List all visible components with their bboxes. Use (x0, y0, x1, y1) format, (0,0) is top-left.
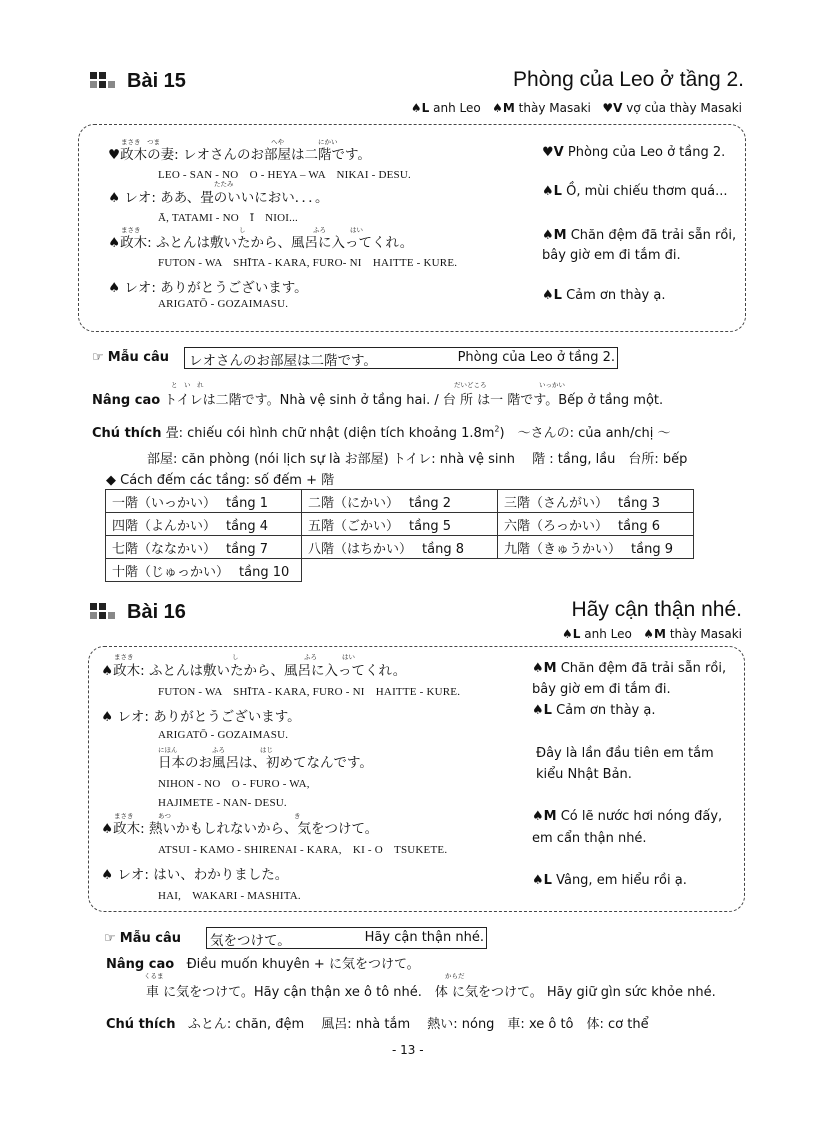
notes-line (106, 1013, 649, 1032)
ruby-reading: あつ (158, 812, 171, 820)
ruby-reading: からだ (445, 972, 465, 980)
lesson15-label: Bài 15 (127, 70, 186, 92)
notes-superscript: 2 (494, 424, 500, 434)
heading-square-icon (99, 72, 106, 79)
pattern-vi: Phòng của Leo ở tầng 2. (457, 350, 615, 365)
heading-square-icon (90, 612, 97, 619)
translation-text: Cảm ơn thày ạ. (566, 288, 666, 303)
floor-vi: tầng 3 (618, 495, 660, 511)
role-name: anh Leo (584, 627, 632, 641)
heading-square-icon (99, 603, 106, 610)
dialogue-line (158, 751, 373, 771)
floor-jp: 三階（さんがい） (504, 495, 609, 511)
advanced-line (106, 953, 420, 972)
role-symbol: ♥V (602, 101, 623, 115)
ruby-reading: まさき (121, 226, 141, 234)
role-symbol: ♠L (542, 184, 562, 199)
empty-cell (302, 559, 498, 582)
floor-vi: tầng 8 (422, 541, 464, 557)
pattern-label: Mẫu câu (119, 931, 182, 946)
notes-text: ふとん: chăn, đệm 風呂: nhà tắm 熱い: nóng 車: xe ô tô 体: cơ thể (187, 1017, 649, 1032)
dialogue-line (108, 186, 328, 206)
role-symbol: ♠L (542, 288, 562, 303)
table-cell (302, 490, 498, 513)
role-symbol: ♠M (542, 228, 567, 243)
translation-text: Cảm ơn thày ạ. (556, 703, 656, 718)
romaji-text: LEO - SAN - NO O - HEYA – WA NIKAI - DESU. (158, 169, 411, 181)
translation-line (532, 873, 687, 888)
dialogue-line (101, 659, 406, 679)
pattern-box (184, 347, 618, 369)
lesson15-pattern-label (92, 350, 169, 365)
translation-text: em cẩn thận nhé. (532, 831, 647, 846)
ruby-reading: はい (350, 226, 363, 234)
notes-line: ◆ Cách đếm các tầng: số đếm + 階 (106, 473, 335, 488)
ruby-reading: へや (271, 138, 284, 146)
floor-jp: 六階（ろっかい） (504, 518, 609, 534)
table-row (106, 559, 694, 582)
japanese-text: : ああ、畳のいいにおい．．．。 (151, 190, 329, 206)
translation-line (542, 288, 666, 303)
notes-line: 部屋: căn phòng (nói lịch sự là お部屋) トイレ: nhà vệ sinh 階 : tầng, lầu 台所: bếp (147, 452, 688, 467)
ruby-reading: ふろ (313, 226, 326, 234)
romaji-text: FUTON - WA SHĪTA - KARA, FURO - NI HAITTE - KURE. (158, 686, 461, 698)
notes-label: Chú thích (106, 1017, 176, 1032)
translation-line (532, 809, 722, 824)
pointing-hand-icon: ☞ (92, 350, 104, 365)
notes-text: ) ～さんの: của anh/chị ～ (499, 426, 671, 441)
table-cell (498, 490, 694, 513)
advanced-label: Nâng cao (106, 957, 175, 972)
pattern-jp: レオさんのお部屋は二階です。 (189, 353, 377, 369)
ruby-reading: だいどころ (454, 381, 487, 389)
dialogue-line (108, 143, 371, 163)
table-row (106, 513, 694, 536)
advanced-example: 車 に気をつけて。Hãy cận thận xe ô tô nhé. 体 に気をつけて。 Hãy giữ gìn sức khỏe nhé. (146, 985, 716, 1000)
speaker: ♠ レオ (108, 190, 152, 206)
romaji-text: ATSUI - KAMO - SHIRENAI - KARA, KI - O TSUKETE. (158, 844, 448, 856)
floor-jp: 二階（にかい） (308, 495, 400, 511)
speaker: ♠ レオ (101, 867, 145, 883)
empty-cell (498, 559, 694, 582)
floor-jp: 九階（きゅうかい） (504, 541, 622, 557)
translation-line (536, 767, 632, 782)
romaji-text: HAI, WAKARI - MASHITA. (158, 890, 301, 902)
floor-jp: 一階（いっかい） (112, 495, 217, 511)
romaji-text: ARIGATŌ - GOZAIMASU. (158, 298, 289, 310)
translation-text: Chăn đệm đã trải sẵn rồi, (560, 661, 727, 676)
japanese-text: : はい、わかりました。 (144, 867, 289, 883)
speaker: ♠政木 (101, 821, 141, 837)
romaji-text: HAJIMETE - NAN- DESU. (158, 797, 287, 809)
role-symbol: ♥V (542, 145, 564, 160)
pointing-hand-icon: ☞ (104, 931, 116, 946)
lesson15-roles (411, 101, 742, 115)
translation-line (542, 184, 728, 199)
ruby-reading: し (239, 226, 246, 234)
table-cell (302, 536, 498, 559)
dialogue-line (108, 231, 413, 251)
advanced-text: トイレは二階です。Nhà vệ sinh ở tầng hai. / 台 所 は一 階です。Bếp ở tầng một. (164, 393, 664, 408)
floor-vi: tầng 1 (226, 495, 268, 511)
floor-jp: 四階（よんかい） (112, 518, 217, 534)
heading-square-icon (90, 603, 97, 610)
notes-text: 畳: chiếu cói hình chữ nhật (diện tích khoảng 1.8m (165, 426, 495, 441)
romaji-text: Ā, TATAMI - NO Ī NIOI... (158, 212, 299, 224)
ruby-reading: にかい (318, 138, 338, 146)
translation-line (532, 831, 647, 846)
floor-vi: tầng 5 (409, 518, 451, 534)
advanced-label: Nâng cao (92, 393, 161, 408)
ruby-reading: まさき (114, 812, 134, 820)
table-cell (498, 536, 694, 559)
lesson16-title: Hãy cận thận nhé. (571, 598, 742, 621)
lesson16-pattern-label (104, 931, 181, 946)
translation-text: Ồ, mùi chiếu thơm quá... (566, 184, 728, 199)
dialogue-line (108, 276, 308, 296)
role-symbol: ♠M (643, 627, 666, 641)
floor-vi: tầng 6 (618, 518, 660, 534)
ruby-reading: たたみ (214, 180, 234, 188)
table-cell (302, 513, 498, 536)
speaker: ♠政木 (108, 235, 148, 251)
dialogue-line (101, 705, 301, 725)
floor-vi: tầng 10 (239, 564, 290, 580)
translation-line (532, 703, 656, 718)
heading-square-icon (90, 81, 97, 88)
japanese-text: : ふとんは敷いたから、風呂に入ってくれ。 (147, 235, 414, 251)
role-name: vợ của thày Masaki (626, 101, 742, 115)
floor-jp: 十階（じゅっかい） (112, 564, 230, 580)
lesson16-roles (562, 627, 742, 641)
floor-jp: 七階（ななかい） (112, 541, 217, 557)
pattern-vi: Hãy cận thận nhé. (364, 930, 484, 945)
notes-label: Chú thích (92, 426, 162, 441)
translation-line (532, 682, 671, 697)
translation-line (542, 248, 681, 263)
ruby-reading: し (232, 653, 239, 661)
translation-line (536, 746, 714, 761)
floor-counting-table (105, 489, 694, 582)
role-symbol: ♠L (562, 627, 581, 641)
translation-text: bây giờ em đi tắm đi. (532, 682, 671, 697)
role-symbol: ♠M (532, 661, 557, 676)
advanced-line (92, 389, 663, 408)
japanese-text: : レオさんのお部屋は二階です。 (174, 147, 371, 163)
role-symbol: ♠L (532, 703, 552, 718)
translation-text: Phòng của Leo ở tầng 2. (567, 145, 726, 160)
speaker: ♠ レオ (108, 280, 152, 296)
translation-text: Chăn đệm đã trải sẵn rồi, (570, 228, 737, 243)
heading-square-icon (99, 612, 106, 619)
pattern-box (206, 927, 487, 949)
table-row (106, 536, 694, 559)
advanced-text: Điều muốn khuyên + に気をつけて。 (186, 957, 420, 972)
japanese-text: : ふとんは敷いたから、風呂に入ってくれ。 (140, 663, 407, 679)
table-cell (106, 490, 302, 513)
translation-line (542, 228, 736, 243)
pattern-jp: 気をつけて。 (210, 933, 291, 949)
role-symbol: ♠M (492, 101, 515, 115)
role-name: thày Masaki (518, 101, 591, 115)
ruby-reading: いっかい (539, 381, 565, 389)
romaji-text: ARIGATŌ - GOZAIMASU. (158, 729, 289, 741)
role-symbol: ♠M (532, 809, 557, 824)
role-name: thày Masaki (669, 627, 742, 641)
romaji-text: FUTON - WA SHĪTA - KARA, FURO- NI HAITTE - KURE. (158, 257, 458, 269)
japanese-text: : 熱いかもしれないから、気をつけて。 (140, 821, 379, 837)
japanese-text: : ありがとうございます。 (144, 709, 301, 725)
role-symbol: ♠L (410, 101, 430, 115)
japanese-text: 日本のお風呂は、初めてなんです。 (158, 755, 373, 771)
dialogue-line (101, 863, 288, 883)
ruby-reading: はい (342, 653, 355, 661)
ruby-reading: ふろ (212, 746, 225, 754)
translation-line (532, 661, 726, 676)
table-cell (106, 536, 302, 559)
speaker: ♠政木 (101, 663, 141, 679)
ruby-reading: まさき つま (121, 138, 160, 146)
translation-line (542, 145, 725, 160)
role-symbol: ♠L (532, 873, 552, 888)
table-row (106, 490, 694, 513)
ruby-reading: くるま (144, 972, 164, 980)
notes-line (92, 422, 671, 441)
floor-jp: 八階（はちかい） (308, 541, 413, 557)
translation-text: bây giờ em đi tắm đi. (542, 248, 681, 263)
table-cell (498, 513, 694, 536)
floor-vi: tầng 7 (226, 541, 268, 557)
heading-square-icon (99, 81, 106, 88)
japanese-text: : ありがとうございます。 (151, 280, 308, 296)
romaji-text: NIHON - NO O - FURO - WA, (158, 778, 310, 790)
pattern-label: Mẫu câu (107, 350, 170, 365)
translation-text: Vâng, em hiểu rồi ạ. (556, 873, 687, 888)
translation-text: kiểu Nhật Bản. (536, 767, 632, 782)
heading-square-icon (108, 612, 115, 619)
ruby-reading: はじ (260, 746, 273, 754)
page-number: - 13 - (392, 1043, 424, 1057)
floor-vi: tầng 4 (226, 518, 268, 534)
heading-square-icon (90, 72, 97, 79)
ruby-reading: まさき (114, 653, 134, 661)
translation-text: Có lẽ nước hơi nóng đấy, (560, 809, 723, 824)
dialogue-line (101, 817, 378, 837)
table-cell (106, 513, 302, 536)
ruby-reading: ふろ (304, 653, 317, 661)
heading-square-icon (108, 81, 115, 88)
speaker: ♠ レオ (101, 709, 145, 725)
floor-vi: tầng 2 (409, 495, 451, 511)
ruby-reading: にほん (158, 746, 178, 754)
translation-text: Đây là lần đầu tiên em tắm (536, 746, 714, 761)
role-name: anh Leo (433, 101, 481, 115)
lesson16-label: Bài 16 (127, 601, 186, 623)
ruby-reading: と い れ (171, 381, 204, 389)
floor-vi: tầng 9 (631, 541, 673, 557)
speaker: ♥政木の妻 (108, 147, 175, 163)
floor-jp: 五階（ごかい） (308, 518, 400, 534)
lesson15-title: Phòng của Leo ở tầng 2. (513, 68, 744, 91)
table-cell (106, 559, 302, 582)
ruby-reading: き (294, 812, 301, 820)
